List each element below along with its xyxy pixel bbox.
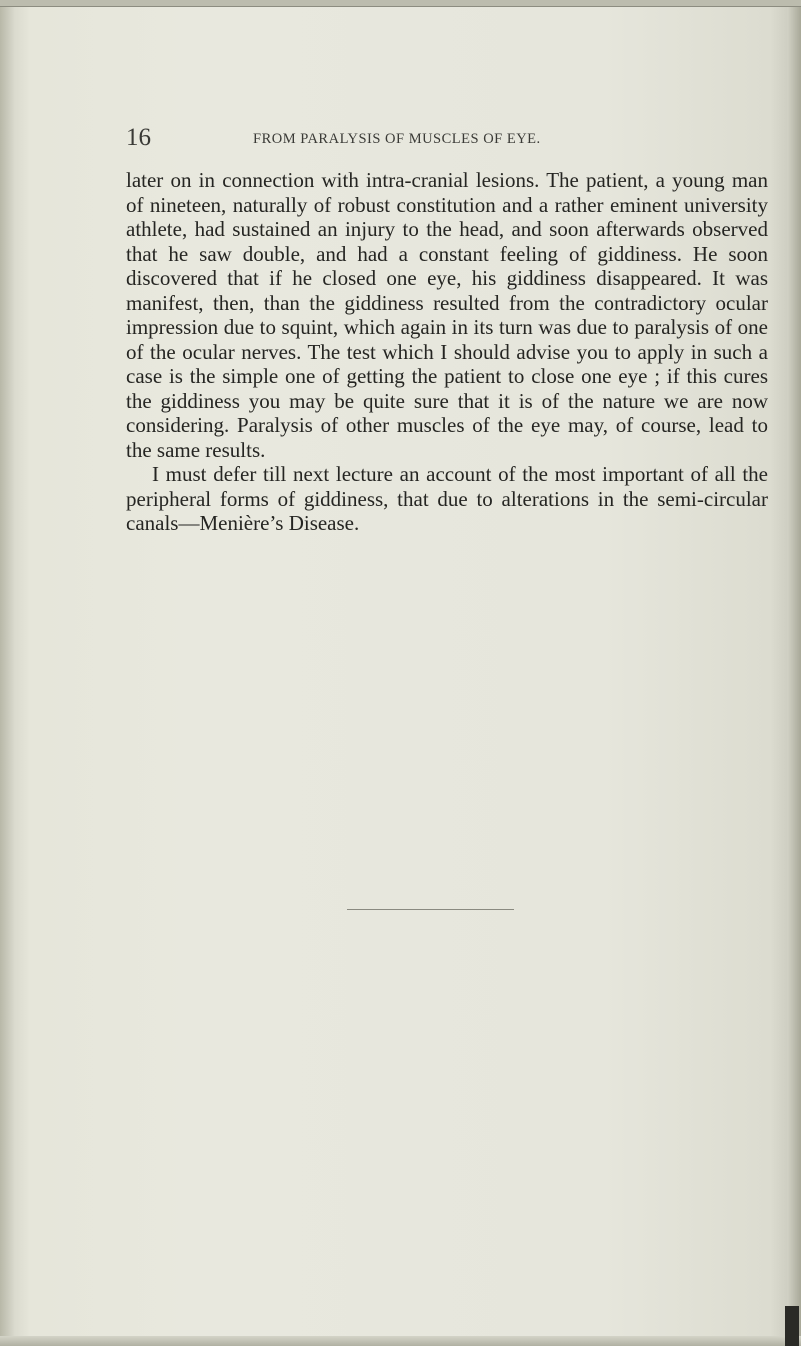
corner-clip-mark <box>785 1306 799 1346</box>
page-top-edge <box>0 0 801 7</box>
page-bottom-edge <box>0 1336 801 1346</box>
page-number: 16 <box>126 124 151 151</box>
paragraph-1: later on in connection with intra-cranial lesions. The patient, a young man of nineteen, naturally of robust constitution and a rather eminent university athlete, had sustained an injury to the head, and soon afterwards observed that he saw double, and had a constant feeling of giddiness. He soon discovered that if he closed one eye, his giddiness disappeared. It was manifest, then, than the giddiness resulted from the contradictory ocular impression due to squint, which again in its turn was due to paralysis of one of the ocular nerves. The test which I should advise you to apply in such a case is the simple one of getting the patient to close one eye ; if this cures the giddiness you may be quite sure that it is of the nature we are now considering. Paralysis of other muscles of the eye may, of course, lead to the same results. <box>126 168 768 462</box>
page-header <box>126 124 646 160</box>
section-divider-rule <box>347 909 514 910</box>
paragraph-2: I must defer till next lecture an account of the most important of all the peripheral forms of giddiness, that due to alterations in the semi-circular canals—Menière’s Disease. <box>126 462 768 535</box>
page-right-edge <box>787 0 801 1346</box>
body-text <box>126 168 768 536</box>
running-head: FROM PARALYSIS OF MUSCLES OF EYE. <box>253 131 541 147</box>
page-left-edge <box>0 0 14 1346</box>
